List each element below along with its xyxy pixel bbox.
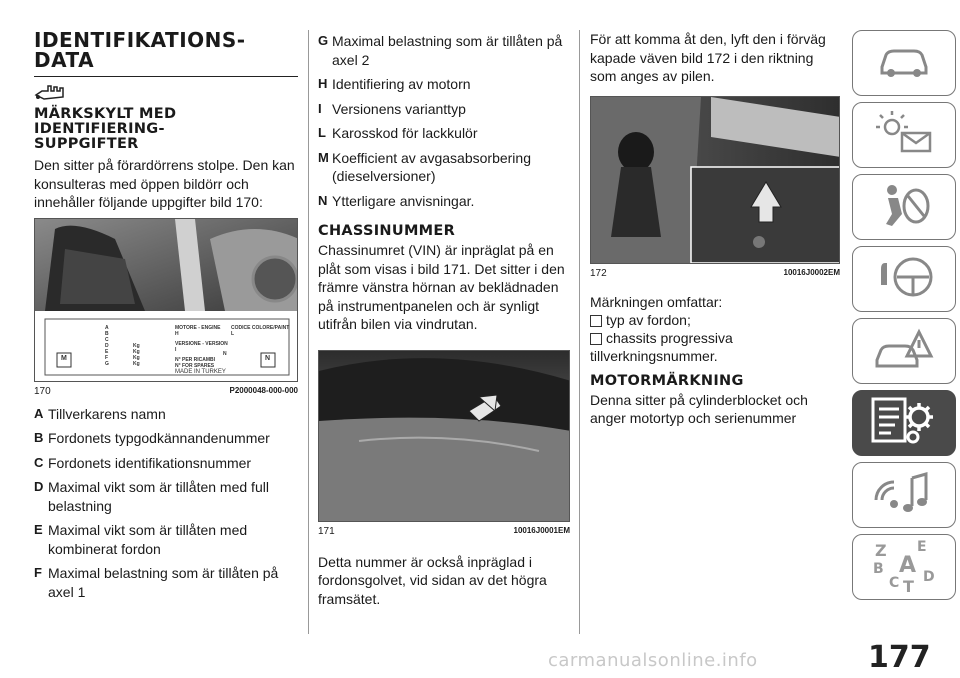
list-item — [34, 429, 298, 448]
item-text: Koefficient av avgasabsorbering (dieselversioner) — [332, 149, 531, 184]
item-text: Maximal vikt som är tillåten med kombinerat fordon — [48, 522, 248, 557]
item-text: Maximal vikt som är tillåten med full belastning — [48, 479, 269, 514]
plate-letter: F — [105, 354, 109, 361]
title-rule — [34, 76, 298, 77]
engine-marking-heading: MOTORMÄRKNING — [590, 372, 744, 389]
tab-starting-driving[interactable] — [852, 246, 956, 312]
plate-spares-it: N° PER RICAMBI — [175, 356, 216, 363]
plate-letter: E — [105, 348, 109, 355]
index-letter: D — [923, 569, 935, 585]
plate-kg-label: Kg — [133, 354, 140, 361]
bullet-text: typ av fordon; — [606, 312, 691, 328]
list-item — [318, 192, 570, 211]
plate-h: H — [175, 330, 179, 337]
bullet-item — [590, 311, 840, 329]
tab-warning-lights[interactable] — [852, 102, 956, 168]
item-key: E — [34, 522, 43, 537]
item-text: Versionens varianttyp — [332, 100, 466, 117]
plate-letter: B — [105, 330, 109, 337]
index-letter: Z — [875, 541, 887, 560]
engine-marking-paragraph: Denna sitter på cylinderblocket och anger motortyp och serienummer — [590, 391, 808, 426]
item-text: Maximal belastning som är tillåten på axel 2 — [332, 33, 563, 68]
item-list-1 — [34, 405, 298, 602]
bullet-item — [590, 329, 840, 347]
column-2 — [318, 32, 570, 608]
plate-kg — [133, 343, 140, 367]
plate-l: L — [231, 330, 235, 337]
plate-kg-label: Kg — [133, 348, 140, 355]
plate-made-in: MADE IN TURKEY — [175, 368, 226, 375]
list-item — [318, 124, 570, 143]
item-key: N — [318, 192, 328, 208]
chassis-paragraph-2: Detta nummer är också inpräglad i fordonsgolvet, vid sidan av det högra framsätet. — [318, 553, 547, 607]
tab-technical-data[interactable] — [852, 390, 956, 456]
item-text: Ytterligare anvisningar. — [332, 192, 475, 209]
figure-171-caption — [318, 526, 570, 537]
plate-engine-label: MOTORE - ENGINE — [175, 324, 221, 331]
airbag-icon — [874, 182, 934, 233]
index-letter: E — [917, 539, 927, 555]
tab-safety[interactable] — [852, 174, 956, 240]
plate-letter: C — [105, 336, 109, 343]
index-letter: B — [873, 561, 884, 577]
plate-letter: D — [105, 342, 109, 349]
subtitle-line1: MÄRKSKYLT MED — [34, 106, 177, 122]
figure-code: P2000048-000-000 — [229, 385, 298, 395]
item-key: C — [34, 454, 44, 470]
tab-car[interactable] — [852, 30, 956, 96]
steering-wheel-icon — [873, 255, 935, 304]
tab-emergency[interactable] — [852, 318, 956, 384]
index-icon — [869, 539, 939, 595]
id-plate — [35, 311, 298, 381]
column-divider — [308, 30, 309, 634]
watermark: carmanualsonline.info — [548, 650, 758, 671]
item-text: Tillverkarens namn — [48, 405, 166, 422]
section-title-line1: IDENTIFIKATIONS- — [34, 28, 246, 52]
plate-m-box: M — [61, 354, 67, 362]
item-key: B — [34, 430, 44, 445]
figure-170-caption — [34, 386, 298, 397]
figure-171-photo — [318, 350, 570, 522]
item-key: I — [318, 100, 322, 116]
subsection-title — [34, 107, 298, 152]
subtitle-line3: SUPPGIFTER — [34, 136, 139, 152]
multimedia-icon — [874, 470, 934, 521]
index-letter: A — [899, 553, 917, 578]
item-key: D — [34, 479, 44, 494]
plate-kg-label: Kg — [133, 360, 140, 367]
figure-170 — [34, 218, 298, 397]
breakdown-icon — [873, 326, 935, 377]
figure-code: 10016J0001EM — [513, 525, 570, 535]
plate-letter: G — [105, 360, 109, 367]
plate-letters — [105, 325, 109, 367]
chapter-tabs — [852, 30, 956, 606]
plate-kg-label: Kg — [133, 342, 140, 349]
list-item — [34, 478, 298, 515]
plate-version-label: VERSIONE - VERSION — [175, 340, 228, 347]
figure-172-caption — [590, 268, 840, 279]
item-text: Identifiering av motorn — [332, 76, 471, 92]
index-letter: C — [889, 575, 900, 591]
list-item — [34, 454, 298, 473]
plate-n-box: N — [265, 354, 271, 362]
plate-letter: A — [105, 324, 109, 331]
figure-171 — [318, 350, 570, 537]
page-number: 177 — [868, 640, 931, 675]
figure-number: 172 — [590, 267, 607, 279]
figure-170-photo — [34, 218, 298, 382]
marking-intro: Märkningen omfattar: — [590, 293, 723, 310]
plate-spares-en: N° FOR SPARES — [175, 362, 215, 369]
list-item — [34, 521, 298, 558]
plate-right — [231, 325, 289, 337]
plate-i: I — [175, 346, 177, 353]
list-item — [318, 149, 570, 186]
figure-172-photo — [590, 96, 840, 264]
item-key: L — [318, 125, 326, 140]
column-3 — [590, 30, 840, 428]
item-text: Fordonets typgodkännandenummer — [48, 430, 270, 446]
subtitle-line2: IDENTIFIERING- — [34, 121, 165, 137]
warning-lights-icon — [874, 111, 934, 160]
figure-number: 170 — [34, 385, 51, 397]
specs-gear-icon — [867, 395, 941, 452]
index-letter: T — [903, 577, 914, 596]
figure-code: 10016J0002EM — [783, 267, 840, 277]
figure-172 — [590, 96, 840, 279]
item-key: G — [318, 33, 329, 48]
list-item — [318, 75, 570, 94]
chassis-heading: CHASSINUMMER — [318, 223, 456, 239]
bullet-continuation: tillverkningsnummer. — [590, 348, 718, 364]
tab-multimedia[interactable] — [852, 462, 956, 528]
checkbox-bullet-icon — [590, 315, 602, 327]
plate-middle — [175, 325, 228, 375]
list-item — [318, 32, 570, 69]
plate-n-small: N — [223, 350, 227, 357]
section-title — [34, 30, 298, 70]
list-item — [318, 100, 570, 119]
item-text: Karosskod för lackkulör — [332, 125, 478, 141]
item-text: Maximal belastning som är tillåten på axel 1 — [48, 565, 279, 600]
bullet-text: chassits progressiva — [606, 330, 733, 346]
intro-paragraph: Den sitter på förardörrens stolpe. Den kan konsulteras med öppen bildörr och innehåller följande uppgifter bild 170: — [34, 157, 295, 210]
item-key: H — [318, 76, 328, 91]
checkbox-bullet-icon — [590, 333, 602, 345]
list-item — [34, 405, 298, 424]
column-1 — [34, 26, 298, 607]
tab-index[interactable] — [852, 534, 956, 600]
item-text: Fordonets identifikationsnummer — [48, 454, 252, 471]
item-key: A — [34, 405, 44, 421]
section-title-line2: DATA — [34, 48, 95, 72]
chassis-paragraph: Chassinumret (VIN) är inpräglat på en plåt som visas i bild 171. Det sitter i den främre vänstra hörnan av beklädnaden på instrumentpanelen och är synligt utifrån bilen via vindrutan. — [318, 242, 565, 332]
figure-number: 171 — [318, 525, 335, 537]
item-key: F — [34, 565, 42, 580]
column-divider — [579, 30, 580, 634]
item-key: M — [318, 149, 329, 165]
plate-paint-label: CODICE COLORE/PAINT — [231, 324, 290, 331]
access-paragraph: För att komma åt den, lyft den i förväg kapade väven bild 172 i den riktning som anges av pilen. — [590, 31, 826, 84]
item-list-2 — [318, 32, 570, 210]
hand-pointing-icon — [34, 83, 298, 103]
list-item — [34, 564, 298, 601]
car-icon — [876, 41, 932, 86]
